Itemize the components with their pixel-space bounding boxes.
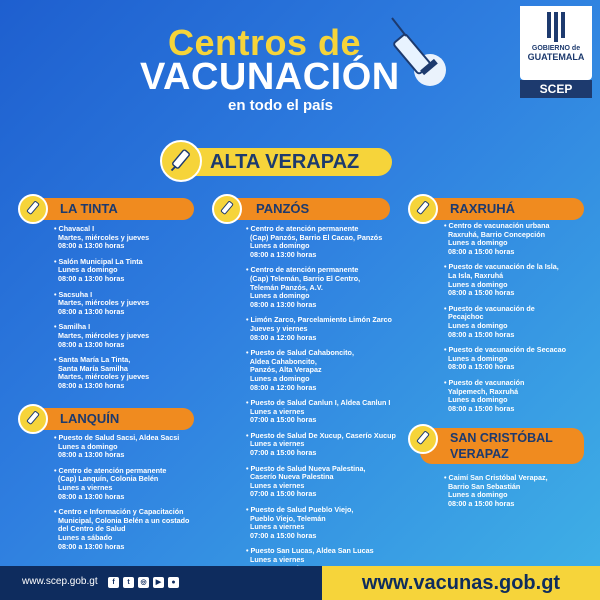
list-item (444, 263, 594, 297)
list-item-line: 07:00 a 15:00 horas (246, 489, 317, 499)
list-item-line: • Puesto de vacunación de (444, 303, 535, 313)
list-item-line: 08:00 a 15:00 horas (444, 288, 515, 298)
list-item-line: • Puesto de Salud Nueva Palestina, (246, 463, 366, 473)
panzos-list (246, 225, 406, 580)
list-item-line: 08:00 a 13:00 horas (246, 249, 317, 259)
logo-bars-icon (520, 12, 592, 42)
list-item (54, 323, 204, 349)
syringe-icon (408, 424, 438, 454)
list-item-line: (Cap) Panzós, Barrio El Cacao, Panzós (246, 232, 383, 242)
list-item-line: • Puesto San Lucas, Aldea San Lucas (246, 546, 374, 556)
list-item-line: Lunes a viernes (54, 482, 113, 492)
list-item-line: 08:00 a 13:00 horas (54, 339, 125, 349)
list-item (444, 222, 594, 256)
title-line-1: Centros de (168, 22, 362, 63)
list-item (54, 356, 204, 390)
list-item (246, 399, 406, 425)
list-item (54, 258, 204, 284)
la-tinta-list (54, 225, 204, 398)
section-lanquin: LANQUÍN (30, 408, 194, 430)
list-item (54, 467, 214, 501)
logo-text-1: GOBIERNO de (531, 45, 581, 52)
list-item-line: Lunes a domingo (246, 291, 310, 301)
list-item-line: Martes, miércoles y jueves (54, 372, 150, 382)
list-item-line: Lunes a domingo (54, 441, 118, 451)
list-item-line: • Caimí San Cristóbal Verapaz, (444, 473, 548, 482)
list-item-line: Lunes a domingo (444, 353, 508, 363)
list-item-line: • Puesto de vacunación de la Isla, (444, 262, 559, 272)
list-item-line: Municipal, Colonia Belén a un costado (54, 515, 190, 525)
syringe-icon (380, 8, 450, 98)
list-item (54, 434, 214, 460)
section-la-tinta: LA TINTA (30, 198, 194, 220)
list-item (444, 305, 594, 339)
list-item (54, 225, 204, 251)
syringe-icon (160, 140, 202, 182)
list-item-line: Martes, miércoles y jueves (54, 330, 150, 340)
syringe-icon (18, 194, 48, 224)
list-item (54, 291, 204, 317)
list-item-line: Telemán Panzós, A.V. (246, 282, 323, 292)
list-item-line: Aldea Cahaboncito, (246, 356, 317, 366)
list-item-line: • Puesto de Salud De Xucup, Caserío Xucup (246, 430, 396, 440)
list-item (444, 474, 594, 508)
list-item-line: 08:00 a 12:00 horas (246, 332, 317, 342)
list-item-line: Pecajchoc (444, 312, 484, 322)
san-cristobal-list (444, 474, 594, 515)
list-item-line: 08:00 a 13:00 horas (54, 491, 125, 501)
list-item-line: Martes, miércoles y jueves (54, 298, 150, 308)
list-item (444, 346, 594, 372)
list-item-line: • Samilha I (54, 322, 91, 332)
list-item-line: • Centro de vacunación urbana (444, 221, 550, 230)
list-item-line: • Centro de atención permanente (246, 224, 359, 233)
list-item-line: • Puesto de vacunación (444, 377, 525, 387)
list-item-line: Barrio San Sebastián (444, 481, 521, 491)
section-san-cristobal (420, 428, 584, 464)
list-item-line: Santa María Samilha (54, 363, 128, 373)
list-item-line: Pueblo Viejo, Telemán (246, 513, 326, 523)
list-item-line: • Chavacal I (54, 224, 95, 233)
syringe-icon (18, 404, 48, 434)
list-item-line: 08:00 a 15:00 horas (444, 498, 515, 508)
lanquin-list (54, 434, 214, 558)
list-item-line: 08:00 a 13:00 horas (54, 241, 125, 251)
social-icons (108, 577, 179, 588)
list-item (246, 225, 406, 259)
section-san-cristobal-line2: VERAPAZ (450, 447, 509, 461)
list-item-line: Lunes a domingo (444, 490, 508, 500)
list-item-line: 08:00 a 15:00 horas (444, 362, 515, 372)
youtube-icon[interactable]: ▶ (153, 577, 164, 588)
list-item-line: Raxruhá, Barrio Concepción (444, 229, 546, 239)
list-item-line: • Puesto de Salud Canlun I, Aldea Canlun I (246, 398, 391, 408)
list-item-line: Lunes a domingo (54, 265, 118, 275)
list-item-line: Lunes a domingo (246, 373, 310, 383)
list-item-line: Lunes a domingo (246, 241, 310, 251)
list-item-line: (Cap) Lanquín, Colonia Belén (54, 474, 159, 484)
list-item-line: • Puesto de Salud Sacsi, Aldea Sacsi (54, 433, 180, 442)
list-item-line: Lunes a viernes (246, 555, 305, 564)
list-item-line: Lunes a domingo (444, 395, 508, 405)
list-item-line: 08:00 a 13:00 horas (54, 306, 125, 316)
list-item-line: • Sacsuha I (54, 289, 93, 299)
list-item-line: Lunes a domingo (444, 320, 508, 330)
list-item (246, 349, 406, 392)
instagram-icon[interactable]: ◎ (138, 577, 149, 588)
list-item (246, 316, 406, 342)
list-item-line: Caserío Nueva Palestina (246, 472, 334, 482)
list-item-line: • Centro de atención permanente (246, 265, 359, 275)
list-item-line: • Centro de atención permanente (54, 465, 167, 475)
flickr-icon[interactable]: ● (168, 577, 179, 588)
list-item-line: 08:00 a 12:00 horas (246, 382, 317, 392)
list-item-line: Lunes a viernes (246, 439, 305, 449)
list-item-line: Lunes a domingo (444, 279, 508, 289)
list-item-line: Panzós, Alta Verapaz (246, 365, 322, 375)
list-item-line: 07:00 a 15:00 horas (246, 448, 317, 458)
list-item-line: 08:00 a 13:00 horas (54, 380, 125, 390)
list-item (444, 379, 594, 413)
list-item-line: 07:00 a 15:00 horas (246, 530, 317, 540)
list-item-line: La Isla, Raxruhá (444, 270, 504, 280)
footer-site-link[interactable]: www.scep.gob.gt (22, 576, 98, 587)
title-line-2: VACUNACIÓN (140, 56, 400, 98)
section-san-cristobal-line1: SAN CRISTÓBAL (450, 431, 553, 445)
list-item-line: 08:00 a 15:00 horas (444, 403, 515, 413)
list-item-line: Lunes a sábado (54, 532, 113, 542)
list-item-line: (Cap) Telemán, Barrio El Centro, (246, 273, 361, 283)
list-item-line: • Puesto de Salud Pueblo Viejo, (246, 505, 354, 515)
list-item-line: Yalpemech, Raxruhá (444, 386, 519, 396)
list-item (246, 266, 406, 309)
list-item (54, 508, 214, 551)
footer-url-link[interactable]: www.vacunas.gob.gt (322, 566, 600, 600)
list-item-line: Lunes a viernes (246, 522, 305, 532)
list-item-line: 07:00 a 15:00 horas (246, 415, 317, 425)
region-banner: ALTA VERAPAZ (174, 148, 392, 176)
list-item-line: 08:00 a 15:00 horas (444, 246, 515, 256)
list-item (246, 506, 406, 540)
list-item-line: • Santa María La Tinta, (54, 355, 131, 365)
list-item-line: Lunes a viernes (246, 480, 305, 490)
list-item (246, 465, 406, 499)
twitter-icon[interactable]: t (123, 577, 134, 588)
list-item-line: 08:00 a 15:00 horas (444, 329, 515, 339)
list-item-line: 08:00 a 13:00 horas (54, 273, 125, 283)
logo-text-2: GUATEMALA (527, 52, 585, 62)
section-panzos: PANZÓS (226, 198, 390, 220)
list-item-line: Lunes a viernes (246, 406, 305, 416)
list-item-line: • Puesto de vacunación de Secacao (444, 345, 566, 355)
list-item-line: del Centro de Salud (54, 524, 126, 534)
list-item-line: 08:00 a 13:00 horas (54, 450, 125, 460)
list-item-line: 08:00 a 13:00 horas (54, 541, 125, 551)
list-item-line: Jueves y viernes (246, 323, 308, 333)
list-item-line: • Centro e Información y Capacitación (54, 507, 184, 517)
raxruha-list (444, 222, 594, 420)
syringe-icon (408, 194, 438, 224)
list-item-line: Lunes a domingo (444, 238, 508, 248)
syringe-icon (212, 194, 242, 224)
list-item-line: Martes, miércoles y jueves (54, 232, 150, 242)
section-raxruha: RAXRUHÁ (420, 198, 584, 220)
government-logo (520, 6, 592, 80)
list-item (246, 432, 406, 458)
scep-badge: SCEP (520, 80, 592, 98)
list-item-line: 08:00 a 13:00 horas (246, 299, 317, 309)
list-item-line: • Puesto de Salud Cahaboncito, (246, 348, 354, 358)
list-item-line: • Salón Municipal La Tinta (54, 256, 143, 266)
facebook-icon[interactable]: f (108, 577, 119, 588)
title-line-3: en todo el país (228, 97, 334, 114)
list-item-line: • Limón Zarco, Parcelamiento Limón Zarco (246, 315, 392, 325)
